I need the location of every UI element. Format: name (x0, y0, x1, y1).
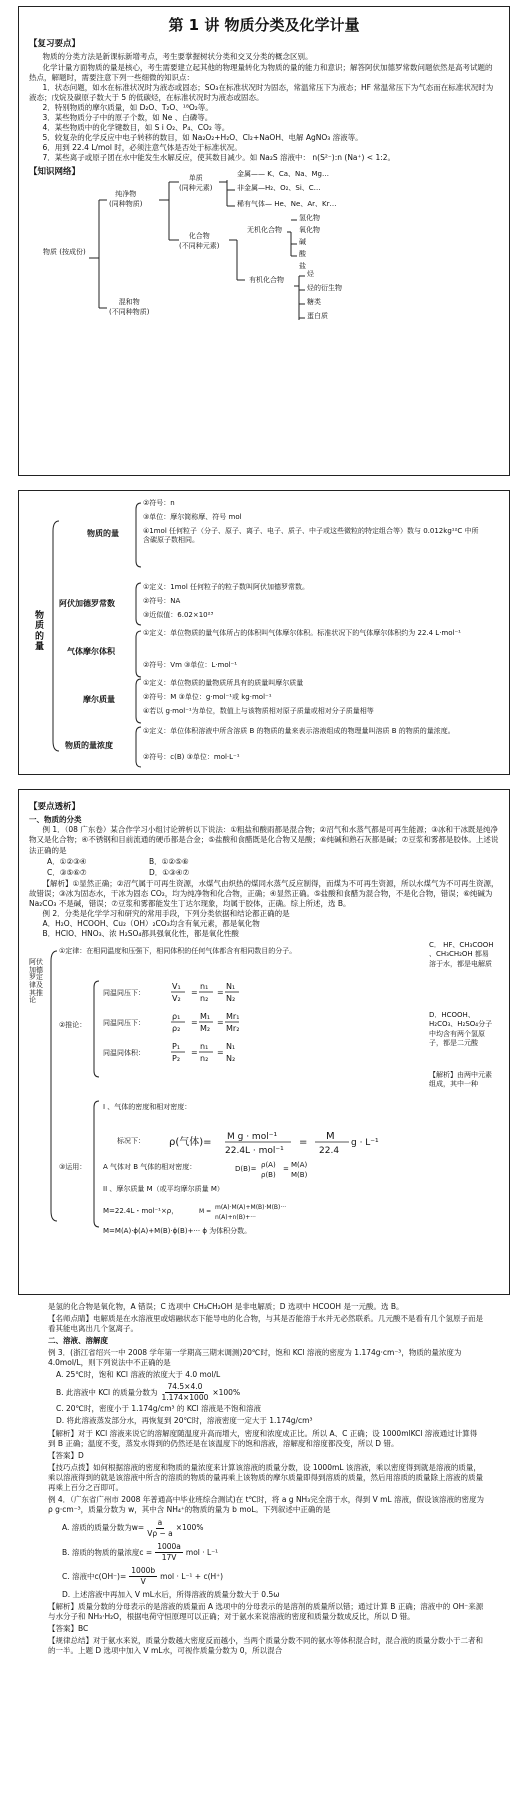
analysis-heading: 【要点透析】 (29, 802, 81, 812)
example-1-options (47, 857, 499, 867)
mole-n-label: 物质的量 (87, 529, 119, 538)
example-4-option-a (48, 1518, 484, 1539)
example-3-option-b (48, 1382, 484, 1403)
teacher-note: 【名师点睛】电解质是在水溶液里或熔融状态下能导电的化合物，与其是否能溶于水并无必然联系。几元酸不是看有几个氢原子而是看其能电离出几个氢离子。 (48, 1314, 483, 1334)
svg-text:ρ₂: ρ₂ (172, 1023, 181, 1033)
example-4-summary: 【规律总结】对于氨水来说，质量分数越大密度反而越小，当两个质量分数不同的氨水等体积混合时，混合液的质量分数小于二者和的一半。上题 D 选项中加入 V mL水，可视作质量分数为 0，所以混合 (48, 1636, 483, 1656)
example-4-option-b (48, 1542, 484, 1563)
tree-inorg-item: 氧化物 (299, 226, 320, 235)
example-2-option-c: C． HF、CH₃COOH 、CH₃CH₂OH 都易溶于水，都是电解质 (429, 940, 494, 968)
tree-metal: 金属—— K、Ca、Na、Mg… (237, 170, 330, 179)
tree-inorg-item: 氢化物 (299, 214, 320, 223)
option: D．①③④⑦ (149, 867, 190, 877)
fraction-denominator: Vρ − a (147, 1528, 173, 1538)
option-a-suffix: ×100% (175, 1523, 204, 1533)
tree-org-item: 烃的衍生物 (307, 284, 342, 293)
review-point: 7．某些离子或原子团在水中能发生水解反应，使其数目减少。如 Na₂S 溶液中： n(S²⁻):n (Na⁺) < 1:2。 (42, 152, 396, 162)
tree-root: 物质 (按成份) (43, 248, 86, 257)
example-2-option-a: A．H₂O、HCOOH、Cu₂（OH）₂CO₃均含有氧元素，都是氧化物 (42, 918, 260, 928)
page-title: 第 1 讲 物质分类及化学计量 (168, 16, 360, 34)
tree-inorg-item: 酸 (299, 250, 306, 259)
svg-text:M g · mol⁻¹: M g · mol⁻¹ (227, 1131, 278, 1142)
mole-na-item: ②符号：NA (143, 597, 181, 605)
review-point: 6．用到 22.4 L/mol 时，必须注意气体是否处于标准状况。 (42, 142, 242, 152)
svg-text:V₂: V₂ (172, 993, 181, 1003)
svg-text:N₁: N₁ (226, 1041, 236, 1051)
svg-text:M(B): M(B) (291, 1170, 308, 1179)
tree-pure: 纯净物 (同种物质) (109, 190, 143, 208)
tree-inorg-item: 碱 (299, 238, 306, 247)
example-3-option-d: D. 将此溶液蒸发部分水，再恢复到 20℃时，溶液密度一定大于 1.174g/cm³ (56, 1416, 313, 1426)
tree-noble: 稀有气体— He、Ne、Ar、Kr… (237, 200, 337, 209)
example-3-analysis: 【解析】对于 KCl 溶液来说它的溶解度随温度升高而增大，密度和浓度成正比。所以 A、C 正确；设 1000mlKCl 溶液通过计算得到 B 正确；温度不变，蒸发水得到的仍然还是在该温度下的饱和溶液，溶解度和溶度都没变，所以 D 错。 (48, 1428, 478, 1448)
svg-text:ρ(B): ρ(B) (261, 1170, 276, 1179)
example-1: 例 1．（08 广东卷）某合作学习小组讨论辨析以下说法：①粗盐和酸雨都是混合物；②沼气和水蒸气都是可再生能源；③冰和干冰既是纯净物又是化合物；④不锈钢和目前流通的硬币都是合金；⑤盐酸和食醋既是化合物又是酸；⑥纯碱和熟石灰都是碱；⑦豆浆和雾都是胶体。上述说法正确的是 (29, 825, 499, 855)
svg-text:M =: M = (199, 1207, 212, 1215)
option-b-label: B. 此溶液中 KCl 的质量分数为 (56, 1387, 158, 1397)
option-c-label: C. 溶液中c(OH⁻)= (62, 1571, 127, 1581)
review-intro-2: 化学计量方面物质的量是核心，考生需要建立起其他的物理量转化为物质的量的能力和意识；解答阿伏加德罗常数问题依然是高考试题的热点，解题时，需要注意下列一些细微的知识点： (29, 62, 493, 82)
option-c-fraction (129, 1566, 157, 1587)
option-b-fraction (155, 1542, 183, 1563)
tree-nonmetal: 非金属—H₂、O₂、Si、C… (237, 184, 321, 193)
corollary-2: 同温同压下： (103, 1018, 145, 1027)
fraction-numerator: 1000a (155, 1542, 183, 1553)
fraction-numerator: a (156, 1518, 165, 1529)
analysis-panel (18, 789, 510, 1295)
svg-text:N₁: N₁ (226, 981, 236, 991)
example-2: 例 2．分类是化学学习和研究的常用手段，下列分类依据和结论都正确的是 (42, 908, 290, 918)
svg-text:=: = (283, 1164, 289, 1173)
tree-mixture: 混和物 (不同种物质) (109, 298, 150, 316)
svg-text:V₁: V₁ (172, 981, 181, 991)
use-1-stp: 标况下： (117, 1136, 145, 1145)
example-3-tip: 【技巧点拨】如何根据溶液的密度和物质的量浓度来计算该溶液的质量分数，设 1000mL 该溶液，乘以密度得到就是溶液的质量，乘以溶液得到的就是该溶液中所含的溶质的物质的量再乘上该物质的摩尔质量即得到溶质的质量，然后用溶质的质量除上溶液的质量再乘上百分之百即可。 (48, 1462, 483, 1492)
mole-c-label: 物质的量浓度 (65, 741, 113, 750)
tree-inorganic: 无机化合物 (247, 226, 282, 235)
use-1-relative: A 气体对 B 气体的相对密度： (103, 1162, 197, 1171)
svg-text:22.4: 22.4 (319, 1145, 340, 1156)
svg-text:ρ₁: ρ₁ (172, 1011, 181, 1021)
example-1-options (47, 868, 499, 878)
review-point: 2．特别物质的摩尔质量，如 D₂O、T₂O、¹⁸O₂等。 (42, 102, 213, 112)
mole-n-item: ②符号：n (143, 499, 175, 507)
svg-text:ρ(气体)=: ρ(气体)= (169, 1136, 212, 1148)
svg-text:n₁: n₁ (200, 1041, 209, 1051)
mole-m-item: ④若以 g·mol⁻¹为单位，数值上与该物质相对原子质量或相对分子质量相等 (143, 707, 374, 715)
svg-text:N₂: N₂ (226, 993, 236, 1003)
tree-organic: 有机化合物 (249, 276, 284, 285)
mole-n-item: ③单位：摩尔简称摩、符号 mol (143, 513, 242, 521)
use-1: I 、气体的密度和相对密度： (103, 1102, 192, 1111)
avogadro-title: 阿伏加德罗定律及其推论 (29, 957, 43, 1005)
svg-text:=: = (191, 1017, 198, 1027)
avogadro-corollary: ②推论： (59, 1020, 87, 1029)
analysis-sub1: 一、物质的分类 (29, 815, 82, 825)
review-intro-1: 物质的分类方法是新课标新增考点，考生要掌握树状分类和交叉分类的概念区别。 (42, 52, 313, 62)
mole-n-item: ④1mol 任何粒子（分子、原子、离子、电子、质子、中子或这些微粒的特定组合等）数与 0.012kg¹²C 中所含碳原子数相同。 (143, 527, 479, 545)
corollary-1: 同温同压下： (103, 988, 145, 997)
fraction-numerator: 1000b (129, 1566, 157, 1577)
review-panel (18, 6, 510, 476)
fraction-numerator: 74.5×4.0 (165, 1382, 204, 1393)
review-heading: 【复习要点】 (29, 39, 81, 50)
example-4-answer: 【答案】BC (48, 1624, 89, 1634)
svg-text:M: M (326, 1130, 335, 1142)
mole-m-item: ②符号：M ③单位：g·mol⁻¹或 kg·mol⁻¹ (143, 693, 272, 701)
option-c-suffix: mol · L⁻¹ + c(H⁺) (160, 1571, 224, 1581)
tree-element: 单质 (同种元素) (179, 174, 213, 192)
network-heading: 【知识网络】 (29, 166, 81, 177)
review-point: 3．某些物质分子中的原子个数，如 Ne 、白磷等。 (42, 112, 213, 122)
svg-text:g · L⁻¹: g · L⁻¹ (351, 1137, 379, 1148)
svg-text:n₁: n₁ (200, 981, 209, 991)
mole-na-label: 阿伏加德罗常数 (59, 599, 115, 608)
fraction-denominator: 1.174×1000 (161, 1393, 209, 1403)
svg-text:M(A): M(A) (291, 1160, 308, 1169)
example-3: 例 3．(浙江省绍兴一中 2008 学年第一学期高三期末调测)20℃时，饱和 KCl 溶液的密度为 1.174g·cm⁻³，物质的量浓度为 4.0mol/L，则下列说法中不正确的是 (48, 1348, 462, 1368)
mole-vm-item: ①定义：单位物质的量气体所占的体积叫气体摩尔体积。标准状况下的气体摩尔体积约为 22.4 L·mol⁻¹ (143, 629, 461, 637)
corollary-3: 同温同体积： (103, 1048, 145, 1057)
svg-text:=: = (217, 1047, 224, 1057)
example-4: 例 4．（广东省广州市 2008 年普通高中毕业班综合测试)在 t℃时，将 a g NH₃完全溶于水，得到 V mL 溶液，假设该溶液的密度为 ρ g·cm⁻³，质量分数为 w，其中含 NH₄⁺的物质的量为 b moL。下列叙述中正确的是 (48, 1494, 484, 1514)
example-3-option-c: C. 20℃时，密度小于 1.174g/cm³ 的 KCl 溶液是不饱和溶液 (56, 1404, 262, 1414)
svg-text:P₂: P₂ (172, 1053, 181, 1063)
svg-text:n₂: n₂ (200, 1053, 209, 1063)
review-point: 5．较复杂的化学反应中电子转移的数目，如 Na₂O₂+H₂O、Cl₂+NaOH、电解 AgNO₃ 溶液等。 (42, 132, 363, 142)
mole-c-item: ①定义：单位体积溶液中所含溶质 B 的物质的量来表示溶液组成的物理量叫溶质 B 的物质的量浓度。 (143, 727, 455, 735)
mole-chart-panel (18, 490, 510, 775)
review-point: 1．状态问题，如水在标准状况时为液态或固态；SO₃在标准状况时为固态，常温常压下为液态；HF 常温常压下为气态而在标准状况时为液态；戊烷及碳原子数大于 5 的低碳烃，在标准状况时为液态或固态。 (29, 82, 494, 102)
tree-org-item: 蛋白质 (307, 312, 328, 321)
example-4-analysis: 【解析】质量分数的分母表示的是溶液的质量而 A 选项中的分母表示的是溶剂的质量所以错；通过计算 B 正确；溶液中的 OH⁻来源与水分子和 NH₃·H₂O，根据电荷守恒原理可以正确；对于氨水来说溶液的密度和质量分数成反比，所以 D 错。 (48, 1602, 484, 1622)
svg-text:n₂: n₂ (200, 993, 209, 1003)
svg-text:ρ(A): ρ(A) (261, 1160, 276, 1169)
fraction-denominator: V (140, 1577, 146, 1587)
option-b-suffix: mol · L⁻¹ (185, 1547, 219, 1557)
section-2-heading: 二、溶液、溶解度 (48, 1336, 108, 1346)
use-2-formula: M=22.4L・mol⁻¹×ρ， (103, 1206, 179, 1215)
mole-na-item: ①定义：1mol 任何粒子的粒子数叫阿伏加德罗常数。 (143, 583, 309, 591)
svg-text:M₂: M₂ (200, 1023, 211, 1033)
example-2-option-b: B．HClO、HNO₃、浓 H₂SO₄都具强氧化性，都是氧化性酸 (42, 928, 239, 938)
example-4-option-d: D. 上述溶液中再加入 V mL水后，所得溶液的质量分数大于 0.5ω (62, 1590, 280, 1600)
avogadro-definition: ①定律：在相同温度和压强下，相同体积的任何气体都含有相同数目的分子。 (59, 946, 297, 955)
example-3-option-a: A. 25℃时，饱和 KCl 溶液的浓度大于 4.0 mol/L (56, 1370, 221, 1380)
continuation-text: 是氢的化合物是氧化物，A 错误；C 选项中 CH₃CH₂OH 是非电解质；D 选项中 HCOOH 是一元酸。选 B。 (48, 1302, 404, 1311)
svg-text:=: = (217, 987, 224, 997)
mole-m-item: ①定义：单位物质的量物质所具有的质量叫摩尔质量 (143, 679, 304, 687)
example-2-analysis: 【解析】由两中元素组成，其中一种 (429, 1070, 492, 1089)
review-point: 4．某些物质中的化学键数目，如 S i O₂、P₄、CO₂ 等。 (42, 122, 230, 132)
tree-org-item: 糖类 (307, 298, 321, 307)
option: A．①②③④ (47, 856, 87, 866)
svg-text:D(B)=: D(B)= (235, 1164, 257, 1173)
avogadro-use: ③运用： (59, 1162, 87, 1171)
example-4-option-c (48, 1566, 484, 1587)
avogadro-brackets (29, 941, 499, 1241)
option-b-label: B. 溶质的物质的量浓度c = (62, 1547, 153, 1557)
option: B．①②⑤⑥ (149, 856, 189, 866)
svg-text:Mr₂: Mr₂ (226, 1023, 240, 1033)
svg-text:=: = (217, 1017, 224, 1027)
svg-text:N₂: N₂ (226, 1053, 236, 1063)
option-b-suffix: ×100% (212, 1387, 241, 1397)
example-3-answer: 【答案】D (48, 1450, 84, 1460)
mole-vm-label: 气体摩尔体积 (67, 647, 115, 656)
mole-m-label: 摩尔质量 (83, 695, 115, 704)
option-a-fraction (147, 1518, 173, 1539)
svg-text:22.4L · mol⁻¹: 22.4L · mol⁻¹ (225, 1145, 284, 1156)
mole-vm-item: ②符号：Vm ③单位：L·mol⁻¹ (143, 661, 238, 669)
svg-text:M₁: M₁ (200, 1011, 211, 1021)
example-2-option-d: D．HCOOH、H₂CO₃、H₂SO₄分子中均含有两个氢原子，都是二元酸 (429, 1010, 493, 1048)
mole-root-label: 物质的量 (35, 611, 45, 653)
svg-text:P₁: P₁ (172, 1041, 181, 1051)
fraction-denominator: 17V (161, 1553, 177, 1563)
svg-text:n(A)+n(B)+···: n(A)+n(B)+··· (215, 1213, 256, 1221)
solution-section (40, 1296, 492, 1811)
svg-text:=: = (299, 1136, 308, 1148)
avogadro-diagram (29, 941, 499, 1241)
svg-text:=: = (191, 1047, 198, 1057)
svg-text:m(A)·M(A)+M(B)·M(B)···: m(A)·M(A)+M(B)·M(B)··· (215, 1203, 287, 1211)
tree-compound: 化合物 (不同种元素) (179, 232, 220, 250)
tree-org-item: 烃 (307, 270, 314, 279)
svg-text:Mr₁: Mr₁ (226, 1011, 240, 1021)
tree-inorg-item: 盐 (299, 262, 306, 271)
option: C．③⑤⑥⑦ (47, 867, 87, 877)
option-b-fraction (162, 1382, 209, 1403)
option-a-label: A. 溶质的质量分数为w= (62, 1523, 145, 1533)
mole-na-item: ③近似值：6.02×10²³ (143, 611, 214, 619)
example-1-analysis: 【解析】①显然正确；②沼气属于可再生资源，水煤气由炽热的煤同水蒸气反应制得，而煤为不可再生资源，所以水煤气为不可再生资源，故错误；③冰为固态水，干冰为固态 CO₂，均为纯净物和化合物，正确；④显然正确。⑤盐酸和食醋为混合物，不是化合物，错误；⑥纯碱为 Na₂CO₃ 不是碱，错误；⑦豆浆和雾都能发生丁达尔现象，均属于胶体，正确。综上所述，选 B。 (29, 878, 499, 908)
use-2-average: M=M(A)·ϕ(A)+M(B)·ϕ(B)+··· ϕ 为体积分数。 (103, 1226, 252, 1235)
use-2: II 、摩尔质量 M（或平均摩尔质量 M） (103, 1184, 224, 1193)
mole-c-item: ②符号：c(B) ③单位：mol·L⁻¹ (143, 753, 240, 761)
svg-text:=: = (191, 987, 198, 997)
